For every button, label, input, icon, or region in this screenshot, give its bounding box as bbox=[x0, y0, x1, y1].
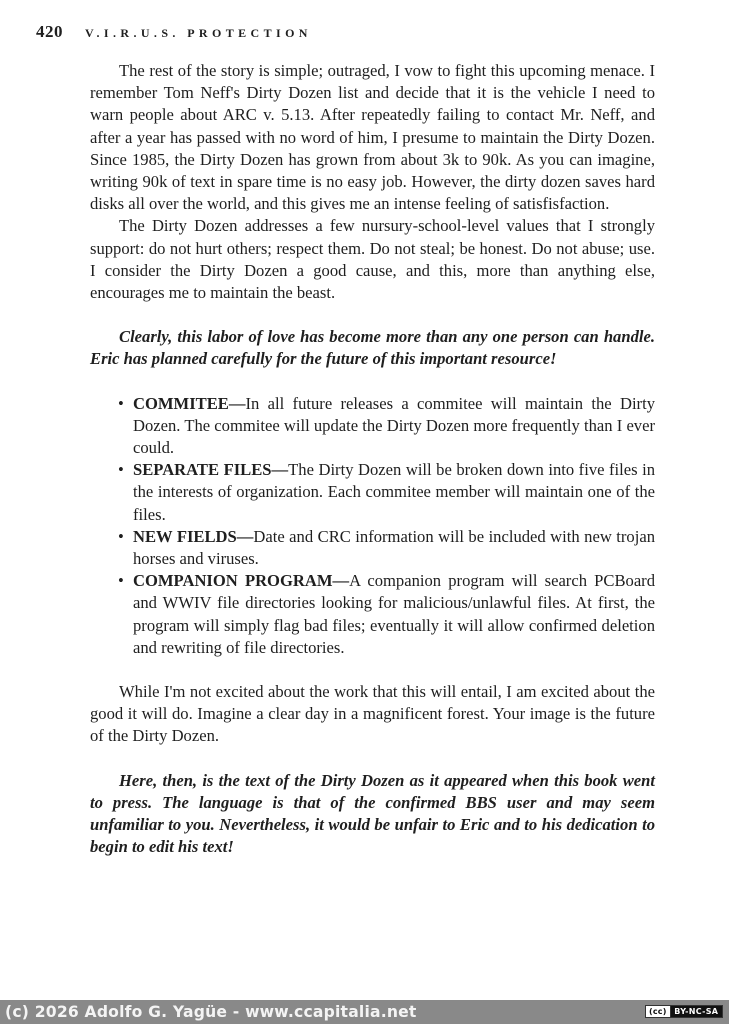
bullet-text: Date and CRC information will be included with new trojan horses and viruses. bbox=[133, 526, 656, 569]
body-text bbox=[90, 60, 655, 859]
copyright-text: (c) 2026 Adolfo G. Yagüe - www.ccapitalia.net bbox=[5, 1003, 417, 1021]
bullet-text: The Dirty Dozen will be broken down into five files in the interests of organization. Each commitee member will maintain one of the files. bbox=[133, 460, 655, 524]
bullet-text: A companion program will search PCBoard and WWIV file directories looking for malicious/unlawful files. At first, the program will simply flag bad files; eventually it will allow confirmed deletion and rewriting of file directories. bbox=[133, 571, 656, 657]
paragraph: While I'm not excited about the work that this will entail, I am excited about the good it will do. Imagine a clear day in a magnificent forest. Your image is the future of the Dirty Dozen. bbox=[90, 682, 655, 746]
bullet-term: COMMITEE— bbox=[133, 393, 246, 413]
bullet-item-separate-files bbox=[118, 459, 655, 526]
paragraph: The rest of the story is simple; outraged, I vow to fight this upcoming menace. I remember Tom Neff's Dirty Dozen list and decide that it is the vehicle I need to warn people about ARC v. 5.13. After repeatedly failing to contact Mr. Neff, and after a year has passed with no word of him, I presume to maintain the Dirty Dozen. Since 1985, the Dirty Dozen has grown from about 3k to 90k. As you can imagine, writing 90k of text in spare time is no easy job. However, the dirty dozen saves hard disks all over the world, and this gives me an intense feeling of satisfisfaction. bbox=[90, 61, 655, 214]
bullet-list bbox=[90, 393, 655, 659]
copyright-footer bbox=[0, 1000, 729, 1024]
cc-license-badge-icon bbox=[645, 1005, 723, 1018]
bullet-item-commitee bbox=[118, 393, 655, 460]
bullet-term: NEW FIELDS— bbox=[133, 526, 254, 546]
bullet-term: COMPANION PROGRAM— bbox=[133, 571, 350, 591]
editor-note: Here, then, is the text of the Dirty Dozen as it appeared when this book went to press. The language is that of the confirmed BBS user and may seem unfamiliar to you. Nevertheless, it would be unfair to Eric and to his dedication to begin to edit his text! bbox=[90, 770, 655, 857]
bullet-text: In all future releases a commitee will maintain the Dirty Dozen. The commitee will update the Dirty Dozen more frequently than I ever could. bbox=[133, 393, 655, 458]
bullet-item-new-fields bbox=[118, 526, 655, 570]
page-header bbox=[36, 22, 312, 44]
running-title: V.I.R.U.S. PROTECTION bbox=[85, 26, 312, 40]
page-number: 420 bbox=[36, 22, 63, 41]
editor-note: Clearly, this labor of love has become more than any one person can handle. Eric has planned carefully for the future of this important resource! bbox=[90, 327, 655, 369]
cc-license-terms: BY-NC-SA bbox=[671, 1006, 722, 1017]
paragraph: The Dirty Dozen addresses a few nursury-school-level values that I strongly support: do not hurt others; respect them. Do not steal; be honest. Do not abuse; use. I consider the Dirty Dozen a good cause, and this, more than anything else, encourages me to maintain the beast. bbox=[90, 216, 655, 303]
bullet-item-companion-program bbox=[118, 570, 655, 659]
cc-logo-text: (cc) bbox=[646, 1006, 671, 1017]
bullet-term: SEPARATE FILES— bbox=[133, 460, 289, 480]
